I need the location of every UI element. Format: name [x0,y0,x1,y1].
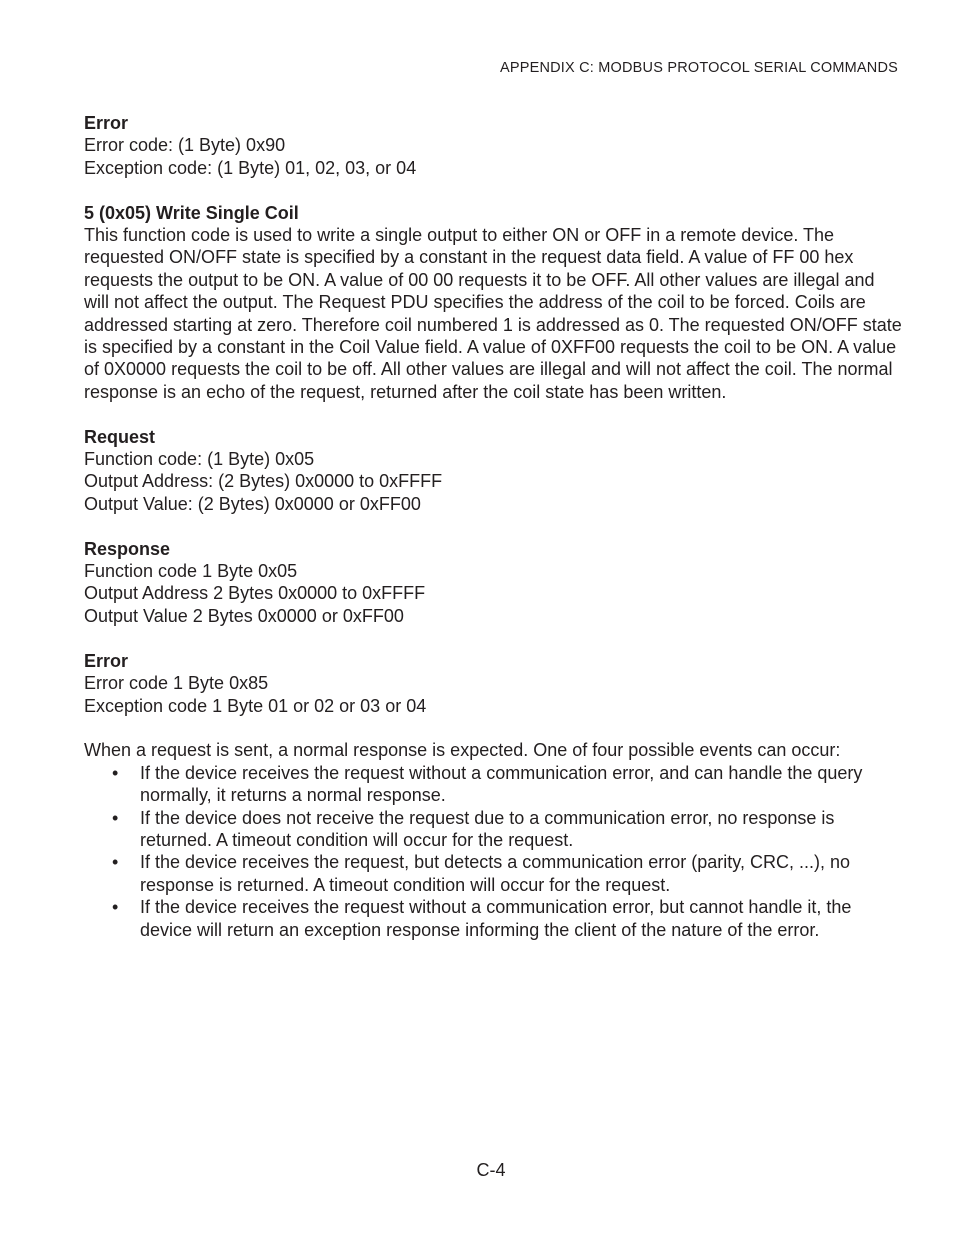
bullet-icon: • [112,852,119,873]
section-heading: Response [84,538,171,559]
text-line: Exception code: (1 Byte) 01, 02, 03, or 04 [84,157,417,178]
events-section [84,739,902,941]
bullet-icon: • [112,807,119,828]
error-section-1 [84,112,902,179]
list-item-text: If the device receives the request, but detects a communication error (parity, CRC, ...), no response is returned. A timeout condition will occur for the request. [140,852,850,895]
list-item [84,762,902,807]
list-item-text: If the device receives the request without a communication error, and can handle the query normally, it returns a normal response. [140,762,863,806]
list-item-text: If the device receives the request without a communication error, but cannot handle it, the device will return an exception response informing the client of the nature of the error. [140,897,852,940]
text-line: Output Value 2 Bytes 0x0000 or 0xFF00 [84,605,404,626]
list-item [84,807,902,852]
events-intro: When a request is sent, a normal response is expected. One of four possible events can occur: [84,740,841,761]
list-item-text: If the device does not receive the request due to a communication error, no response is returned. A timeout condition will occur for the request. [140,807,835,850]
bullet-icon: • [112,897,119,918]
error-section-2 [84,650,902,717]
running-header: APPENDIX C: MODBUS PROTOCOL SERIAL COMMANDS [499,60,898,76]
request-section [84,426,902,516]
list-item [84,896,902,941]
events-list [84,762,902,941]
response-section [84,538,902,628]
text-line: Error code: (1 Byte) 0x90 [84,135,286,156]
section-heading: Error [84,650,129,671]
list-item [84,851,902,896]
section-heading: Error [84,113,129,133]
text-line: Output Address 2 Bytes 0x0000 to 0xFFFF [84,583,426,604]
bullet-icon: • [112,762,119,783]
body-paragraph: This function code is used to write a single output to either ON or OFF in a remote device. The requested ON/OFF state is specified by a constant in the request data field. A value of FF 00 hex requests the output to be ON. A value of 00 00 requests it to be OFF. All other values are illegal and will not affect the output. The Request PDU specifies the address of the coil to be forced. Coils are addressed starting at zero. Therefore coil numbered 1 is addressed as 0. The requested ON/OFF state is specified by a constant in the Coil Value field. A value of 0XFF00 requests the coil to be ON. A value of 0X0000 requests the coil to be off. All other values are illegal and will not affect the coil. The normal response is an echo of the request, returned after the coil state has been written. [84,225,902,402]
text-line: Exception code 1 Byte 01 or 02 or 03 or 04 [84,695,427,716]
section-heading: Request [84,426,156,447]
page-body [84,112,902,963]
section-heading: 5 (0x05) Write Single Coil [84,202,299,223]
write-single-coil-section [84,202,902,404]
text-line: Output Value: (2 Bytes) 0x0000 or 0xFF00 [84,493,421,514]
text-line: Output Address: (2 Bytes) 0x0000 to 0xFFFF [84,471,443,492]
text-line: Function code 1 Byte 0x05 [84,561,298,582]
text-line: Function code: (1 Byte) 0x05 [84,449,315,470]
page-number: C-4 [476,1160,506,1180]
text-line: Error code 1 Byte 0x85 [84,673,269,694]
